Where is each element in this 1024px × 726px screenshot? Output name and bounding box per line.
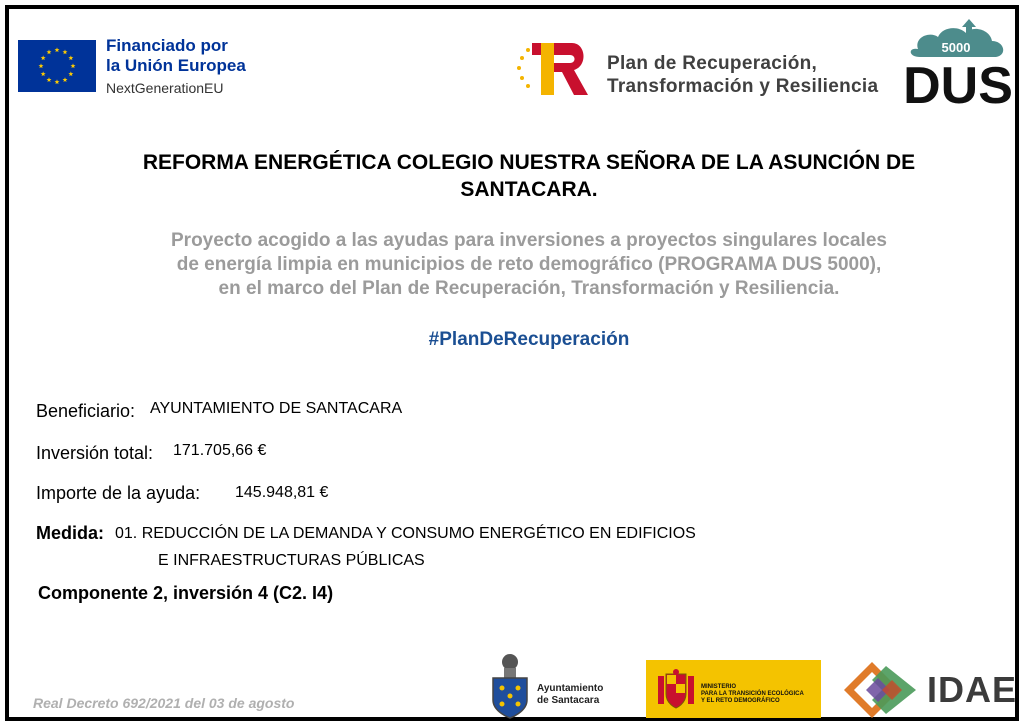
poster-frame	[5, 5, 1019, 721]
beneficiario-label: Beneficiario:	[36, 401, 136, 421]
dus-badge: 5000	[941, 40, 971, 55]
medida-value-line2: E INFRAESTRUCTURAS PÚBLICAS	[158, 552, 425, 569]
dus-5000-logo-icon	[896, 19, 1018, 105]
componente-text: Componente 2, inversión 4 (C2. I4)	[38, 583, 334, 603]
prtr-line2: Transformación y Resiliencia	[607, 76, 879, 97]
inversion-label: Inversión total:	[36, 443, 154, 463]
importe-label: Importe de la ayuda:	[36, 483, 201, 503]
inversion-value: 171.705,66 €	[173, 442, 267, 459]
idae-wordmark: IDAE	[927, 669, 1018, 710]
prtr-logo-icon	[516, 36, 591, 98]
ministerio-line2: PARA LA TRANSICIÓN ECOLÓGICA	[701, 691, 804, 697]
prtr-line1: Plan de Recuperación,	[607, 53, 818, 74]
hashtag: #PlanDeRecuperación	[428, 329, 630, 350]
dus-word: DUS	[903, 57, 1013, 105]
santacara-coat-of-arms-icon	[487, 652, 533, 720]
ayuntamiento-line2: de Santacara	[537, 695, 600, 706]
spain-coat-of-arms-icon	[654, 668, 698, 710]
project-title-line1: REFORMA ENERGÉTICA COLEGIO NUESTRA SEÑORA DE LA ASUNCIÓN DE	[142, 151, 916, 174]
eu-nextgeneration: NextGenerationEU	[106, 80, 224, 96]
real-decreto: Real Decreto 692/2021 del 03 de agosto	[33, 695, 295, 711]
beneficiario-value: AYUNTAMIENTO DE SANTACARA	[150, 400, 403, 417]
medida-value-line1: 01. REDUCCIÓN DE LA DEMANDA Y CONSUMO ENERGÉTICO EN EDIFICIOS	[115, 525, 696, 542]
ministerio-line1: MINISTERIO	[701, 684, 737, 690]
eu-funded-line1: Financiado por	[106, 36, 228, 55]
project-intro	[69, 229, 989, 301]
project-title	[49, 149, 1009, 203]
ministerio-line3: Y EL RETO DEMOGRÁFICO	[701, 698, 780, 704]
medida-label: Medida:	[36, 523, 105, 543]
intro-line3: en el marco del Plan de Recuperación, Transformación y Resiliencia.	[218, 278, 840, 299]
intro-line1: Proyecto acogido a las ayudas para inversiones a proyectos singulares locales	[171, 230, 887, 251]
idae-logo-icon	[842, 660, 922, 720]
eu-funded-line2: la Unión Europea	[106, 56, 246, 75]
eu-flag-icon	[18, 40, 96, 92]
importe-value: 145.948,81 €	[235, 484, 329, 501]
ayuntamiento-line1: Ayuntamiento	[537, 683, 604, 694]
project-title-line2: SANTACARA.	[460, 178, 598, 201]
intro-line2: de energía limpia en municipios de reto demográfico (PROGRAMA DUS 5000),	[176, 254, 882, 275]
